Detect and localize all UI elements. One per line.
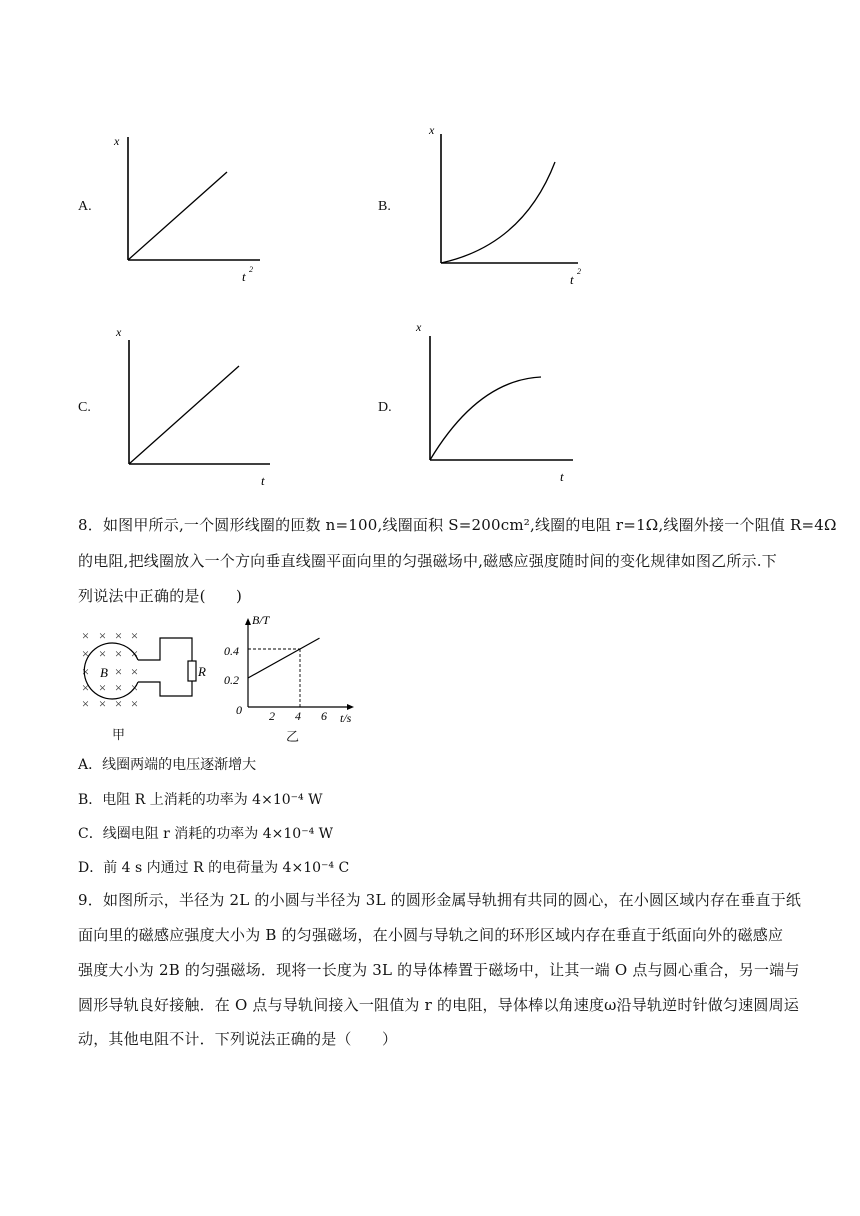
svg-text:×: × — [98, 680, 107, 695]
y-tick-label: 0.4 — [224, 644, 239, 658]
figure-yi-caption: 乙 — [286, 730, 300, 745]
origin-label: 0 — [236, 703, 242, 717]
data-series-line — [248, 638, 320, 678]
y-tick-label: 0.2 — [224, 673, 239, 687]
x-tick-label: 6 — [321, 709, 327, 723]
question-9-line-2: 面向里的磁感应强度大小为 B 的匀强磁场，在小圆与导轨之间的环形区域内存在垂直于纸面向外的磁感应 — [78, 926, 784, 944]
y-axis-label: B/T — [252, 613, 270, 627]
q8-choice-b[interactable]: B．电阻 R 上消耗的功率为 4×10⁻⁴ W — [78, 792, 323, 808]
field-label: B — [100, 665, 108, 680]
question-9-line-5: 动，其他电阻不计．下列说法正确的是（ ） — [78, 1030, 398, 1048]
svg-text:×: × — [98, 628, 107, 643]
question-8-line-3: 列说法中正确的是( ) — [78, 587, 243, 605]
x-tick-label: 4 — [295, 709, 301, 723]
q8-choice-c[interactable]: C．线圈电阻 r 消耗的功率为 4×10⁻⁴ W — [78, 826, 334, 842]
svg-text:×: × — [81, 680, 90, 695]
svg-text:×: × — [114, 646, 123, 661]
svg-text:×: × — [81, 628, 90, 643]
svg-text:×: × — [98, 646, 107, 661]
x-tick-label: 2 — [269, 709, 275, 723]
figure-yi-bt-graph — [220, 612, 370, 727]
option-d-graph — [410, 318, 580, 486]
question-9-line-3: 强度大小为 2B 的匀强磁场．现将一长度为 3L 的导体棒置于磁场中，让其一端 O 点与圆心重合，另一端与 — [78, 961, 800, 979]
x-axis-superscript: 2 — [249, 265, 253, 274]
option-d-label[interactable]: D. — [378, 400, 392, 415]
option-c-graph — [110, 322, 280, 487]
question-9-line-4: 圆形导轨良好接触．在 O 点与导轨间接入一阻值为 r 的电阻，导体棒以角速度ω沿导轨逆时针做匀速圆周运 — [78, 996, 799, 1014]
option-c-label[interactable]: C. — [78, 400, 91, 415]
svg-text:×: × — [130, 680, 139, 695]
question-8-line-1: 8．如图甲所示,一个圆形线圈的匝数 n=100,线圈面积 S=200cm²,线圈的电阻 r=1Ω,线圈外接一个阻值 R=4Ω — [78, 516, 837, 534]
x-axis-label: t — [560, 469, 564, 484]
svg-text:×: × — [130, 628, 139, 643]
figure-jia-caption: 甲 — [112, 728, 126, 743]
x-axis-label: t — [261, 473, 265, 487]
svg-text:×: × — [114, 664, 123, 679]
option-a-graph — [100, 125, 270, 290]
option-b-graph — [418, 120, 593, 290]
svg-text:×: × — [81, 696, 90, 711]
option-a-label[interactable]: A. — [78, 199, 92, 214]
q8-choice-a[interactable]: A．线圈两端的电压逐渐增大 — [78, 757, 257, 773]
x-axis-superscript: 2 — [577, 267, 581, 276]
svg-text:×: × — [81, 646, 90, 661]
svg-text:×: × — [114, 628, 123, 643]
x-axis-label: t/s — [340, 711, 352, 725]
figure-jia-coil-circuit — [76, 626, 216, 746]
x-axis-label: t — [570, 272, 574, 287]
svg-text:×: × — [130, 646, 139, 661]
svg-text:×: × — [130, 696, 139, 711]
q8-choice-d[interactable]: D．前 4 s 内通过 R 的电荷量为 4×10⁻⁴ C — [78, 860, 350, 876]
svg-text:×: × — [114, 696, 123, 711]
svg-text:×: × — [98, 696, 107, 711]
y-axis-label: x — [416, 320, 422, 334]
y-axis-label: x — [116, 325, 122, 339]
question-8-line-2: 的电阻,把线圈放入一个方向垂直线圈平面向里的匀强磁场中,磁感应强度随时间的变化规律如图乙所示.下 — [78, 552, 777, 570]
resistor-label: R — [198, 664, 206, 679]
svg-text:×: × — [114, 680, 123, 695]
y-axis-label: x — [114, 134, 120, 148]
question-9-line-1: 9．如图所示，半径为 2L 的小圆与半径为 3L 的圆形金属导轨拥有共同的圆心，在小圆区域内存在垂直于纸 — [78, 891, 802, 909]
option-b-label[interactable]: B. — [378, 199, 391, 214]
svg-text:×: × — [130, 664, 139, 679]
x-axis-label: t — [242, 269, 246, 284]
y-axis-label: x — [429, 123, 435, 137]
resistor-symbol — [188, 661, 196, 681]
svg-text:×: × — [81, 664, 90, 679]
